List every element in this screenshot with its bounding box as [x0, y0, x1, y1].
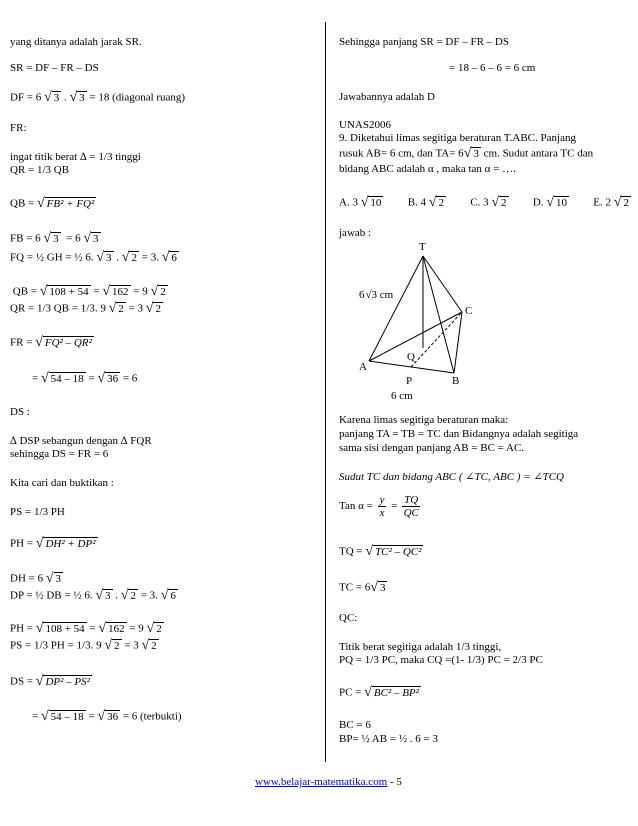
- problem-text: cm. Sudut antara TC dan: [480, 147, 594, 160]
- sqrt: √ 2: [121, 250, 137, 265]
- eq-text: .: [115, 589, 119, 602]
- eq-text: DS =: [10, 675, 34, 688]
- page-footer: [255, 776, 402, 788]
- option-e: E. 2 √ 2: [593, 195, 629, 210]
- edge-tc: [423, 256, 462, 312]
- sqrt: √ DP² – PS²: [35, 674, 90, 689]
- eq-text: = 6: [122, 372, 138, 385]
- radicand: 108 + 54: [45, 623, 85, 635]
- label-base-length: 6 cm: [391, 390, 413, 402]
- text-line: DS :: [10, 406, 30, 418]
- eq-text: =: [32, 372, 39, 385]
- text-line: UNAS2006: [339, 119, 391, 131]
- radicand: 2: [160, 286, 166, 298]
- eq-text: = 6 (terbukti): [122, 710, 182, 723]
- radicand: 3: [53, 92, 60, 104]
- text-line: ∆ DSP sebangun dengan ∆ FQR: [10, 435, 152, 447]
- radicand: 3: [379, 582, 386, 594]
- radicand: DP² – PS²: [45, 676, 90, 688]
- eq-text: .: [63, 91, 67, 104]
- radicand: 3: [93, 233, 99, 245]
- eq-text: = 9: [133, 285, 148, 298]
- text-line: = 18 – 6 – 6 = 6 cm: [449, 62, 536, 74]
- equation-ds-value: [32, 710, 182, 724]
- sqrt: √ TC² – QC²: [365, 544, 422, 559]
- text-line: Karena limas segitiga beraturan maka:: [339, 414, 509, 426]
- sqrt: √ 3: [95, 588, 111, 603]
- sqrt: √ 2: [108, 301, 124, 316]
- edge-ac: [369, 312, 462, 361]
- radicand: DH² + DP²: [45, 538, 96, 550]
- eq-text: PH =: [10, 622, 34, 635]
- equation-qb-value: [10, 285, 168, 299]
- sqrt: √ 3: [96, 250, 112, 265]
- eq-text: = 3.: [141, 251, 159, 264]
- eq-text: PS = 1/3 PH = 1/3. 9: [10, 639, 102, 652]
- equation-fr: [10, 336, 94, 350]
- radicand: 162: [112, 286, 129, 298]
- text-line: jawab :: [339, 227, 372, 239]
- radicand: 6: [170, 590, 176, 602]
- equation-fb: [10, 232, 101, 246]
- text-line: bidang ABC adalah α , maka tan α = ….: [339, 163, 516, 175]
- pyramid-figure: [339, 236, 631, 406]
- radicand: 3: [473, 148, 479, 160]
- text-line: QR = 1/3 QB: [10, 164, 70, 176]
- equation-ds: [10, 675, 92, 689]
- eq-text: DH = 6: [10, 572, 44, 585]
- sqrt: √ 54 – 18: [40, 709, 84, 724]
- text-line: 9. Diketahui limas segitiga beraturan T.ABC. Panjang: [339, 132, 576, 144]
- text-line: Kita cari dan buktikan :: [10, 477, 114, 489]
- sqrt: √ 2: [150, 284, 166, 299]
- equation-tc: [339, 581, 387, 595]
- label-q: Q: [407, 351, 415, 363]
- sqrt: √ 108 + 54: [35, 621, 85, 636]
- page-number: - 5: [387, 776, 402, 788]
- eq-text: =: [88, 710, 95, 723]
- eq-text: =: [93, 285, 100, 298]
- equation-tan: [339, 494, 422, 519]
- option-a: A. 3 √ 10: [339, 195, 382, 210]
- eq-text: =: [391, 500, 398, 513]
- eq-text: =: [89, 622, 96, 635]
- radicand: 2: [114, 640, 120, 652]
- eq-text: = 3.: [140, 589, 158, 602]
- sqrt: √ 162: [102, 284, 129, 299]
- fraction: $\frac{TQ}{QC}$: [403, 494, 419, 519]
- sqrt: √ 3: [463, 146, 479, 161]
- text-line: Titik berat segitiga adalah 1/3 tinggi,: [339, 641, 502, 653]
- sqrt: √ 3: [44, 90, 60, 105]
- equation-df: [10, 91, 185, 105]
- label-edge-length: 6√3 cm: [359, 289, 394, 301]
- radicand: 36: [107, 711, 119, 723]
- equation-dp: [10, 589, 178, 603]
- sqrt: √ 108 + 54: [39, 284, 89, 299]
- radicand: FB² + FQ²: [46, 198, 95, 210]
- eq-text: Tan α =: [339, 500, 373, 513]
- eq-text: QR = 1/3 QB = 1/3. 9: [10, 302, 106, 315]
- sqrt: √ 162: [98, 621, 125, 636]
- eq-text: FB = 6: [10, 232, 41, 245]
- text-line: Sehingga panjang SR = DF – FR – DS: [339, 36, 509, 48]
- text-line: BP= ½ AB = ½ . 6 = 3: [339, 733, 438, 745]
- text-line: PQ = 1/3 PC, maka CQ =(1- 1/3) PC = 2/3 PC: [339, 654, 543, 666]
- eq-text: QB =: [12, 285, 37, 298]
- sqrt: √ 3: [370, 580, 386, 595]
- eq-text: =: [88, 372, 95, 385]
- equation-tq: [339, 545, 423, 559]
- text-line: panjang TA = TB = TC dan Bidangnya adalah segitiga: [339, 428, 579, 440]
- eq-text: = 18 (diagonal ruang): [89, 91, 186, 104]
- edge-ta: [369, 256, 423, 361]
- sqrt: √ DH² + DP²: [35, 536, 96, 551]
- fraction: $\frac{y}{x}$: [379, 494, 385, 519]
- text-line: Sudut TC dan bidang ABC ( ∠TC, ABC ) = ∠TCQ: [339, 471, 565, 483]
- equation-dh: [10, 572, 63, 586]
- equation-qb: [10, 197, 96, 211]
- eq-text: = 3: [128, 302, 143, 315]
- radicand: 36: [107, 373, 119, 385]
- label-c: C: [465, 305, 473, 317]
- radicand: 3: [106, 252, 112, 264]
- eq-text: QB =: [10, 197, 35, 210]
- eq-text: TC = 6: [339, 581, 371, 594]
- radicand: 54 – 18: [50, 711, 84, 723]
- eq-text: FR =: [10, 336, 33, 349]
- sqrt: √ 2: [104, 638, 120, 653]
- label-a: A: [359, 361, 367, 373]
- sqrt: √ 3: [43, 231, 59, 246]
- radicand: 3: [53, 233, 59, 245]
- eq-text: PH =: [10, 537, 34, 550]
- radicand: TC² – QC²: [375, 546, 422, 558]
- answer-options: [339, 196, 631, 210]
- sqrt: √ 36: [97, 709, 119, 724]
- equation-qr: [10, 302, 163, 316]
- radicand: 3: [79, 92, 85, 104]
- label-b: B: [452, 375, 460, 387]
- eq-text: PC =: [339, 686, 362, 699]
- radicand: 2: [131, 252, 137, 264]
- text-line: QC:: [339, 612, 358, 624]
- equation-fq: [10, 251, 179, 265]
- sqrt: √ 6: [161, 250, 177, 265]
- radicand: 3: [55, 573, 62, 585]
- sqrt: √ 2: [146, 621, 162, 636]
- website-link[interactable]: www.belajar-matematika.com: [255, 776, 388, 788]
- radicand: BC² – BP²: [373, 687, 419, 699]
- sqrt: √ BC² – BP²: [364, 685, 419, 700]
- option-b: B. 4 √ 2: [407, 195, 444, 210]
- text-line: FR:: [10, 122, 27, 134]
- text-line: SR = DF – FR – DS: [10, 62, 99, 74]
- eq-text: DF = 6: [10, 91, 42, 104]
- radicand: 3: [105, 590, 111, 602]
- sqrt: √ 2: [145, 301, 161, 316]
- sqrt: √ 2: [120, 588, 136, 603]
- problem-line: [339, 147, 593, 161]
- text-line: Jawabannya adalah D: [339, 91, 435, 103]
- text-line: yang ditanya adalah jarak SR.: [10, 36, 142, 48]
- edge-bc: [454, 312, 462, 373]
- radicand: 108 + 54: [49, 286, 89, 298]
- label-t: T: [419, 241, 426, 253]
- equation-ps: [10, 639, 159, 653]
- problem-text: rusuk AB= 6 cm, dan TA= 6: [339, 147, 464, 160]
- sqrt: √ 36: [97, 371, 119, 386]
- option-c: C. 3 √ 2: [470, 195, 507, 210]
- eq-text: DP = ½ DB = ½ 6.: [10, 589, 93, 602]
- median-pc: [411, 312, 462, 367]
- sqrt: √ 6: [160, 588, 176, 603]
- option-d: D. √ 10: [532, 195, 567, 210]
- sqrt: √ 54 – 18: [40, 371, 84, 386]
- text-line: sama sisi dengan panjang AB = BC = AC.: [339, 442, 525, 454]
- eq-text: .: [116, 251, 120, 264]
- text-line: ingat titik berat ∆ = 1/3 tinggi: [10, 151, 141, 163]
- radicand: 2: [118, 303, 124, 315]
- equation-ph: [10, 537, 98, 551]
- equation-pc: [339, 686, 421, 700]
- sqrt: √ 2: [141, 638, 157, 653]
- radicand: 54 – 18: [50, 373, 84, 385]
- radicand: 162: [108, 623, 125, 635]
- text-line: PS = 1/3 PH: [10, 506, 65, 518]
- eq-text: FQ = ½ GH = ½ 6.: [10, 251, 94, 264]
- sqrt: √ 3: [83, 231, 99, 246]
- eq-text: = 9: [129, 622, 144, 635]
- radicand: 2: [130, 590, 136, 602]
- label-p: P: [406, 375, 413, 387]
- eq-text: TQ =: [339, 545, 363, 558]
- text-line: sehingga DS = FR = 6: [10, 448, 109, 460]
- eq-text: =: [32, 710, 39, 723]
- text-line: BC = 6: [339, 719, 371, 731]
- radicand: 2: [151, 640, 157, 652]
- radicand: 2: [155, 303, 161, 315]
- sqrt: √ 3: [45, 571, 62, 586]
- radicand: 2: [156, 623, 162, 635]
- sqrt: √ FQ² – QR²: [35, 335, 92, 350]
- equation-ph-value: [10, 622, 164, 636]
- eq-text: = 3: [124, 639, 139, 652]
- sqrt: √ 3: [69, 90, 85, 105]
- equation-fr-value: [32, 372, 137, 386]
- radicand: FQ² – QR²: [44, 337, 92, 349]
- sqrt: √ FB² + FQ²: [36, 196, 95, 211]
- column-divider: [325, 22, 326, 762]
- eq-text: = 6: [66, 232, 81, 245]
- edge-tb: [423, 256, 454, 373]
- radicand: 6: [171, 252, 177, 264]
